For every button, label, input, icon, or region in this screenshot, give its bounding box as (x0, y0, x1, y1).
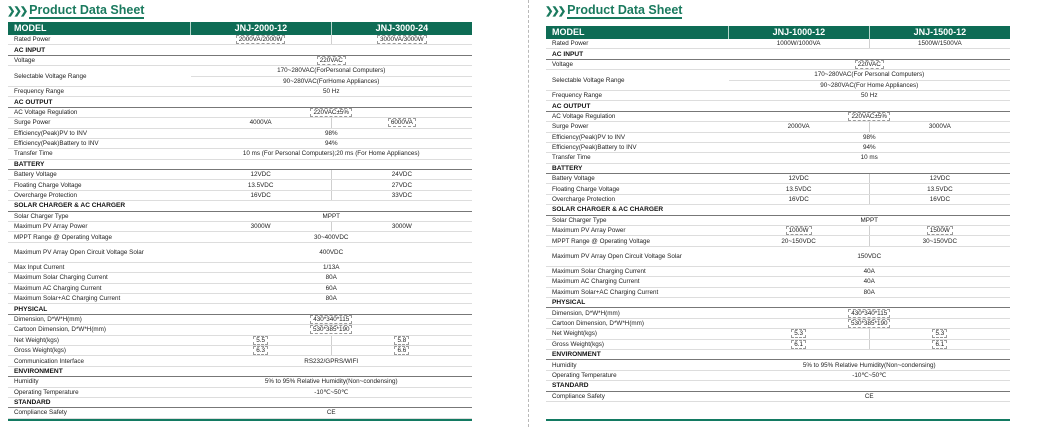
section-title: AC OUTPUT (546, 101, 1010, 111)
row-value: 13.5VDC (729, 184, 870, 194)
row-label: Dimension, D*W*H(mm) (8, 314, 191, 324)
row-label: Overcharge Protection (546, 194, 729, 204)
right-datasheet (538, 0, 1060, 427)
section-title: STANDARD (546, 381, 1010, 391)
row-label: Humidity (546, 360, 729, 370)
model-name: JNJ-1500-12 (869, 26, 1010, 39)
row-label: Net Weight(kgs) (8, 335, 191, 345)
table-row (8, 242, 472, 262)
value-box: 6000VA (388, 118, 416, 127)
table-row (8, 345, 472, 355)
row-label: Floating Charge Voltage (8, 180, 191, 190)
section-row (8, 159, 472, 169)
left-title: Product Data Sheet (29, 3, 145, 17)
section-title: ENVIRONMENT (8, 366, 472, 376)
row-value (191, 35, 332, 45)
model-name: JNJ-1000-12 (729, 26, 870, 39)
row-label: Selectable Voltage Range (8, 66, 191, 87)
row-label: MPPT Range @ Operating Voltage (546, 236, 729, 246)
row-value: 13.5VDC (869, 184, 1010, 194)
table-row (546, 391, 1010, 401)
row-value: 2000VA (729, 122, 870, 132)
table-row (546, 153, 1010, 163)
table-row (8, 232, 472, 242)
table-row (8, 86, 472, 96)
row-value: MPPT (729, 215, 1011, 225)
row-value: 40A (729, 266, 1011, 276)
row-value: 5% to 95% Relative Humidity(Non~condensing) (729, 360, 1011, 370)
row-value (331, 345, 472, 355)
table-row (8, 55, 472, 65)
row-label: Max Input Current (8, 262, 191, 272)
row-value: 16VDC (869, 194, 1010, 204)
table-row (546, 318, 1010, 328)
row-value: 90~280VAC(ForHome Appliances) (191, 76, 473, 86)
row-value: 400VDC (191, 242, 473, 262)
table-row (8, 107, 472, 117)
section-title: PHYSICAL (8, 304, 472, 314)
value-box: 530*385*190 (848, 319, 890, 328)
row-value: 12VDC (729, 174, 870, 184)
table-row (546, 194, 1010, 204)
row-value: -10℃~50℃ (191, 387, 473, 397)
value-box: 530*385*190 (310, 325, 352, 334)
row-value: 24VDC (331, 170, 472, 180)
row-value: 80A (729, 287, 1011, 297)
table-row (546, 339, 1010, 349)
table-row (546, 370, 1010, 380)
row-label: Efficiency(Peak)PV to INV (546, 132, 729, 142)
row-value: 13.5VDC (191, 180, 332, 190)
row-value (729, 111, 1011, 121)
value-box: 5.3 (791, 329, 806, 338)
section-title: ENVIRONMENT (546, 349, 1010, 359)
row-value: 98% (729, 132, 1011, 142)
row-label: Gross Weight(kgs) (546, 339, 729, 349)
row-value (331, 118, 472, 128)
row-label: Compliance Safety (8, 408, 191, 418)
row-value: 98% (191, 128, 473, 138)
section-row (546, 349, 1010, 359)
value-box: 6.3 (253, 346, 268, 355)
row-value (191, 55, 473, 65)
row-value: 94% (729, 142, 1011, 152)
value-box: 1000W (786, 226, 812, 235)
row-value: 10 ms (For Personal Computers);20 ms (For Home Appliances) (191, 149, 473, 159)
row-value: 90~280VAC(For Home Appliances) (729, 80, 1011, 90)
row-value (191, 325, 473, 335)
table-row (8, 211, 472, 221)
row-label: Efficiency(Peak)Battery to INV (546, 142, 729, 152)
table-row (8, 335, 472, 345)
table-row (546, 226, 1010, 236)
row-label: Maximum AC Charging Current (546, 277, 729, 287)
row-value: 40A (729, 277, 1011, 287)
section-row (8, 97, 472, 107)
section-row (8, 397, 472, 407)
table-row (8, 325, 472, 335)
row-value: 30~150VDC (869, 236, 1010, 246)
row-label: Voltage (8, 55, 191, 65)
row-value: 94% (191, 138, 473, 148)
section-row (546, 101, 1010, 111)
table-row (8, 314, 472, 324)
row-value: 80A (191, 273, 473, 283)
row-value: 50 Hz (729, 90, 1011, 100)
row-value: 16VDC (729, 194, 870, 204)
section-row (546, 205, 1010, 215)
row-value: 1500W/1500VA (869, 39, 1010, 49)
row-value: 1/13A (191, 262, 473, 272)
row-value (191, 345, 332, 355)
row-label: Net Weight(kgs) (546, 329, 729, 339)
row-value: 170~280VAC(For Personal Computers) (729, 70, 1011, 80)
row-value: 4000VA (191, 118, 332, 128)
table-row (8, 283, 472, 293)
table-row (8, 377, 472, 387)
row-label: Communication Interface (8, 356, 191, 366)
section-title: SOLAR CHARGER & AC CHARGER (8, 201, 472, 211)
model-name: JNJ-3000-24 (331, 22, 472, 35)
value-box: 5.3 (932, 329, 947, 338)
row-label: Solar Charger Type (546, 215, 729, 225)
table-row (546, 215, 1010, 225)
value-box: 3000VA/3000W (377, 35, 427, 44)
row-label: Frequency Range (546, 90, 729, 100)
table-row (546, 59, 1010, 69)
row-label: Battery Voltage (546, 174, 729, 184)
section-row (546, 297, 1010, 307)
page-divider (528, 0, 529, 427)
row-label: Compliance Safety (546, 391, 729, 401)
section-title: BATTERY (546, 163, 1010, 173)
right-spec-table (546, 26, 1010, 402)
section-row (546, 163, 1010, 173)
row-label: Rated Power (546, 39, 729, 49)
row-value: 12VDC (191, 170, 332, 180)
row-label: Cartoon Dimension, D*W*H(mm) (8, 325, 191, 335)
table-row (8, 180, 472, 190)
table-row (546, 142, 1010, 152)
row-label: Transfer Time (546, 153, 729, 163)
table-row (546, 329, 1010, 339)
section-title: BATTERY (8, 159, 472, 169)
row-label: Frequency Range (8, 86, 191, 96)
model-label: MODEL (8, 22, 191, 35)
row-label: Transfer Time (8, 149, 191, 159)
table-row (8, 118, 472, 128)
value-box: 220VAC (317, 56, 346, 65)
row-label: Efficiency(Peak)Battery to INV (8, 138, 191, 148)
row-label: Operating Temperature (546, 370, 729, 380)
table-row (546, 122, 1010, 132)
row-value: CE (191, 408, 473, 418)
table-row (8, 408, 472, 418)
row-label: Overcharge Protection (8, 190, 191, 200)
left-datasheet (0, 0, 522, 427)
value-box: 6.1 (932, 340, 947, 349)
row-value: 27VDC (331, 180, 472, 190)
row-label: Maximum PV Array Power (8, 222, 191, 232)
value-box: 5.5 (253, 336, 268, 345)
row-label: Selectable Voltage Range (546, 70, 729, 91)
row-label: Maximum Solar Charging Current (546, 266, 729, 276)
table-row (546, 184, 1010, 194)
row-label: Maximum PV Array Open Circuit Voltage Solar (8, 242, 191, 262)
value-box: 5.8 (394, 336, 409, 345)
bottom-rule (546, 419, 1010, 421)
row-value: CE (729, 391, 1011, 401)
row-label: Efficiency(Peak)PV to INV (8, 128, 191, 138)
row-value (191, 107, 473, 117)
table-row (8, 149, 472, 159)
table-row (8, 128, 472, 138)
row-label: Maximum PV Array Power (546, 226, 729, 236)
row-value: 16VDC (191, 190, 332, 200)
value-box: 1500W (927, 226, 953, 235)
value-box: 220VAC±5% (310, 108, 352, 117)
left-spec-table (8, 22, 472, 419)
row-label: Solar Charger Type (8, 211, 191, 221)
table-row (546, 308, 1010, 318)
table-row (546, 360, 1010, 370)
row-label: Surge Power (546, 122, 729, 132)
table-row (546, 90, 1010, 100)
table-row (546, 246, 1010, 266)
section-title: SOLAR CHARGER & AC CHARGER (546, 205, 1010, 215)
row-label: Maximum Solar+AC Charging Current (8, 293, 191, 303)
table-row (546, 39, 1010, 49)
model-name: JNJ-2000-12 (191, 22, 332, 35)
row-label: Maximum AC Charging Current (8, 283, 191, 293)
row-value (729, 329, 870, 339)
section-row (8, 201, 472, 211)
table-row (546, 132, 1010, 142)
table-row (546, 236, 1010, 246)
table-row (8, 356, 472, 366)
row-value: 3000W (191, 222, 332, 232)
row-label: AC Voltage Regulation (546, 111, 729, 121)
row-value (729, 59, 1011, 69)
table-row (546, 277, 1010, 287)
model-row (546, 26, 1010, 39)
row-label: Operating Temperature (8, 387, 191, 397)
table-row (8, 273, 472, 283)
table-row (546, 70, 1010, 80)
table-row (546, 174, 1010, 184)
section-title: AC INPUT (546, 49, 1010, 59)
section-row (8, 45, 472, 55)
table-row (546, 287, 1010, 297)
chevrons-icon: ❯❯❯ (545, 5, 565, 17)
row-label: Rated Power (8, 35, 191, 45)
section-title: AC OUTPUT (8, 97, 472, 107)
right-title: Product Data Sheet (567, 3, 683, 17)
row-value (729, 226, 870, 236)
row-value (191, 314, 473, 324)
row-label: Voltage (546, 59, 729, 69)
section-title: STANDARD (8, 397, 472, 407)
row-label: Surge Power (8, 118, 191, 128)
row-value: 50 Hz (191, 86, 473, 96)
value-box: 2000VA/2000W (236, 35, 286, 44)
row-value (729, 308, 1011, 318)
section-row (546, 381, 1010, 391)
row-label: Floating Charge Voltage (546, 184, 729, 194)
value-box: 430*340*115 (848, 309, 890, 318)
model-row (8, 22, 472, 35)
row-value (869, 226, 1010, 236)
row-value: 150VDC (729, 246, 1011, 266)
table-row (546, 111, 1010, 121)
row-value: 80A (191, 293, 473, 303)
table-row (8, 138, 472, 148)
section-row (8, 366, 472, 376)
row-value: 3000W (331, 222, 472, 232)
table-row (8, 262, 472, 272)
value-box: 6.1 (791, 340, 806, 349)
row-value: RS232/GPRS/WIFI (191, 356, 473, 366)
row-label: Battery Voltage (8, 170, 191, 180)
row-value: -10℃~50℃ (729, 370, 1011, 380)
row-label: Humidity (8, 377, 191, 387)
row-label: Maximum PV Array Open Circuit Voltage Solar (546, 246, 729, 266)
row-value (729, 339, 870, 349)
row-value: 30~400VDC (191, 232, 473, 242)
row-value: 170~280VAC(ForPersonal Computers) (191, 66, 473, 76)
right-header (545, 3, 682, 19)
value-box: 430*340*115 (310, 315, 352, 324)
row-label: MPPT Range @ Operating Voltage (8, 232, 191, 242)
table-row (8, 190, 472, 200)
row-value: 3000VA (869, 122, 1010, 132)
section-row (8, 304, 472, 314)
row-value: 20~150VDC (729, 236, 870, 246)
row-value: 1000W/1000VA (729, 39, 870, 49)
section-title: AC INPUT (8, 45, 472, 55)
row-value: 5% to 95% Relative Humidity(Non~condensing) (191, 377, 473, 387)
table-row (8, 387, 472, 397)
row-value (191, 335, 332, 345)
row-label: Dimension, D*W*H(mm) (546, 308, 729, 318)
bottom-rule (8, 419, 472, 421)
section-row (546, 49, 1010, 59)
row-value (729, 318, 1011, 328)
value-box: 220VAC (855, 60, 884, 69)
table-row (546, 266, 1010, 276)
value-box: 220VAC±5% (848, 112, 890, 121)
row-value (869, 329, 1010, 339)
row-label: Maximum Solar+AC Charging Current (546, 287, 729, 297)
table-row (8, 170, 472, 180)
row-value: 10 ms (729, 153, 1011, 163)
section-title: PHYSICAL (546, 297, 1010, 307)
row-value (331, 35, 472, 45)
chevrons-icon: ❯❯❯ (7, 5, 27, 17)
row-label: Cartoon Dimension, D*W*H(mm) (546, 318, 729, 328)
row-value: MPPT (191, 211, 473, 221)
row-label: Maximum Solar Charging Current (8, 273, 191, 283)
table-row (8, 222, 472, 232)
row-value (869, 339, 1010, 349)
row-label: AC Voltage Regulation (8, 107, 191, 117)
row-value: 33VDC (331, 190, 472, 200)
row-value: 12VDC (869, 174, 1010, 184)
table-row (8, 293, 472, 303)
row-label: Gross Weight(kgs) (8, 345, 191, 355)
left-header (7, 3, 144, 19)
row-value: 60A (191, 283, 473, 293)
value-box: 6.6 (394, 346, 409, 355)
table-row (8, 66, 472, 76)
table-row (8, 35, 472, 45)
model-label: MODEL (546, 26, 729, 39)
row-value (331, 335, 472, 345)
